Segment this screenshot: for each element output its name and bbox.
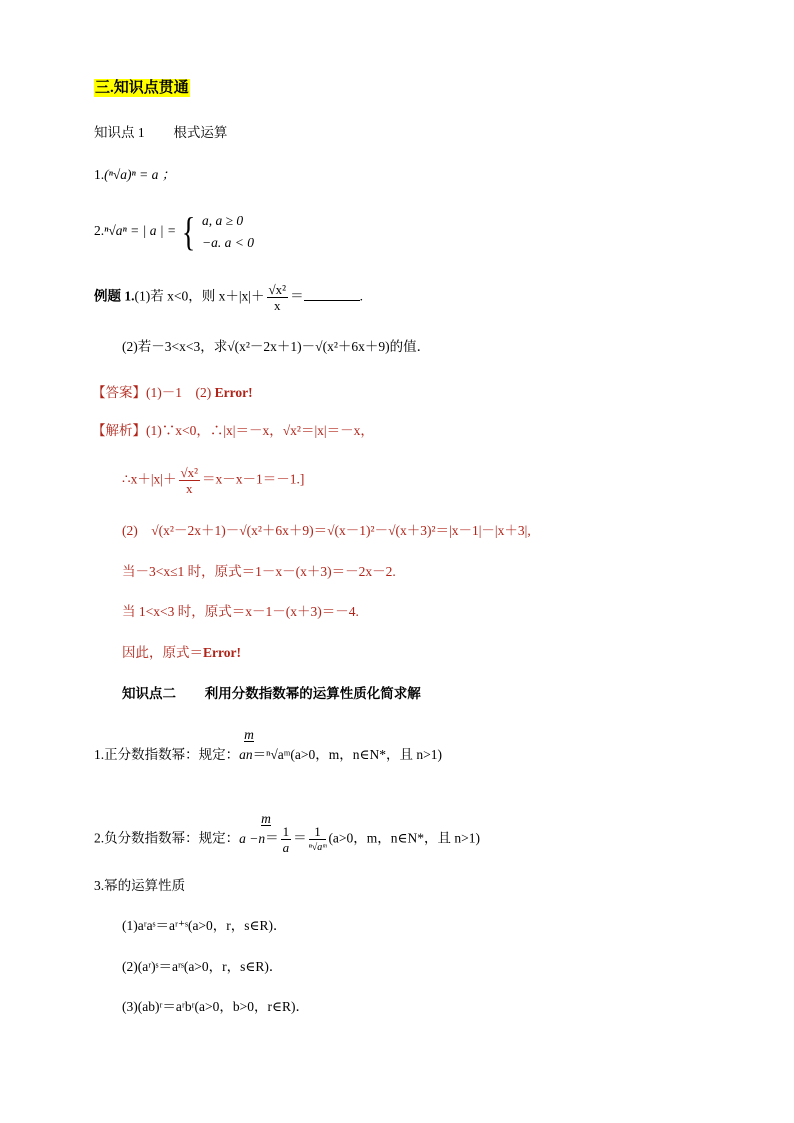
analysis-line-3: (2) √(x²－2x＋1)－√(x²＋6x＋9)＝√(x－1)²－√(x＋3)²＝|x－1|－|x＋3|, <box>122 523 531 538</box>
fraction: $\frac{1}{\text{ⁿ√aᵐ}}$ <box>308 824 327 853</box>
left-brace: { <box>182 209 196 254</box>
power-rule-item: (3)(ab)ʳ＝aʳbʳ(a>0，b>0，r∈R)． <box>122 999 309 1014</box>
power-expression: a − m n <box>239 810 271 846</box>
power-rule-item: (1)aʳaˢ＝aʳ⁺ˢ(a>0，r，s∈R)． <box>122 918 287 933</box>
example-1-part2: (2)若－3<x<3，求√(x²－2x＋1)－√(x²＋6x＋9)的值． <box>122 339 431 354</box>
fraction: $\frac{\text{√x²}}{x}$ <box>268 282 287 313</box>
power-rules-title: 3.幂的运算性质 <box>94 878 186 893</box>
analysis-line-6: 因此，原式＝Error! <box>122 645 241 660</box>
analysis-line-4: 当－3<x≤1 时，原式＝1－x－(x＋3)＝－2x－2. <box>122 564 396 579</box>
rule-1: 1.(ⁿ√a)ⁿ = a ； <box>94 167 176 182</box>
answer-line: 【答案】(1)－1 (2) Error! <box>92 385 253 400</box>
kp2-heading: 知识点二 利用分数指数幂的运算性质化简求解 <box>122 686 421 701</box>
power-rule-item: (2)(aʳ)ˢ＝aʳˢ(a>0，r，s∈R)． <box>122 959 283 974</box>
answer-blank[interactable] <box>304 288 360 301</box>
analysis-line-2: ∴x＋|x|＋ $\frac{\text{√x²}}{x}$ ＝x－x－1＝－1.] <box>122 465 305 496</box>
fractional-exponent-rule-1: 1.正分数指数幂：规定： m an＝ⁿ√aᵐ(a>0，m，n∈N*，且 n>1) <box>94 727 442 762</box>
fraction: $\frac{\text{√x²}}{x}$ <box>180 465 199 496</box>
fraction: $\frac{1}{a}$ <box>282 824 290 855</box>
kp1-heading: 知识点 1 根式运算 <box>94 125 228 140</box>
piecewise-cases: a, a ≥ 0 −a. a < 0 <box>202 213 254 250</box>
analysis-line-5: 当 1<x<3 时，原式＝x－1－(x＋3)＝－4. <box>122 604 359 619</box>
power-expression: m an <box>239 727 254 762</box>
rule-2: 2.ⁿ√aⁿ = | a | = { a, a ≥ 0 −a. a < 0 <box>94 209 254 254</box>
example-1-part1: 例题 1.(1)若 x<0，则 x＋|x|＋ $\frac{\text{√x²}}{x}$ ＝ . <box>94 282 363 313</box>
fractional-exponent-rule-2: 2.负分数指数幂：规定：a − m n＝ $\frac{1}{a}$ ＝ $\frac{1}{\text{ⁿ√aᵐ}}$ (a>0，m，n∈N*，且 n>1) <box>94 810 481 855</box>
analysis-line-1: 【解析】(1)∵x<0，∴|x|＝－x，√x²＝|x|＝－x， <box>92 423 374 438</box>
section-title: 三.知识点贯通 <box>95 80 189 96</box>
